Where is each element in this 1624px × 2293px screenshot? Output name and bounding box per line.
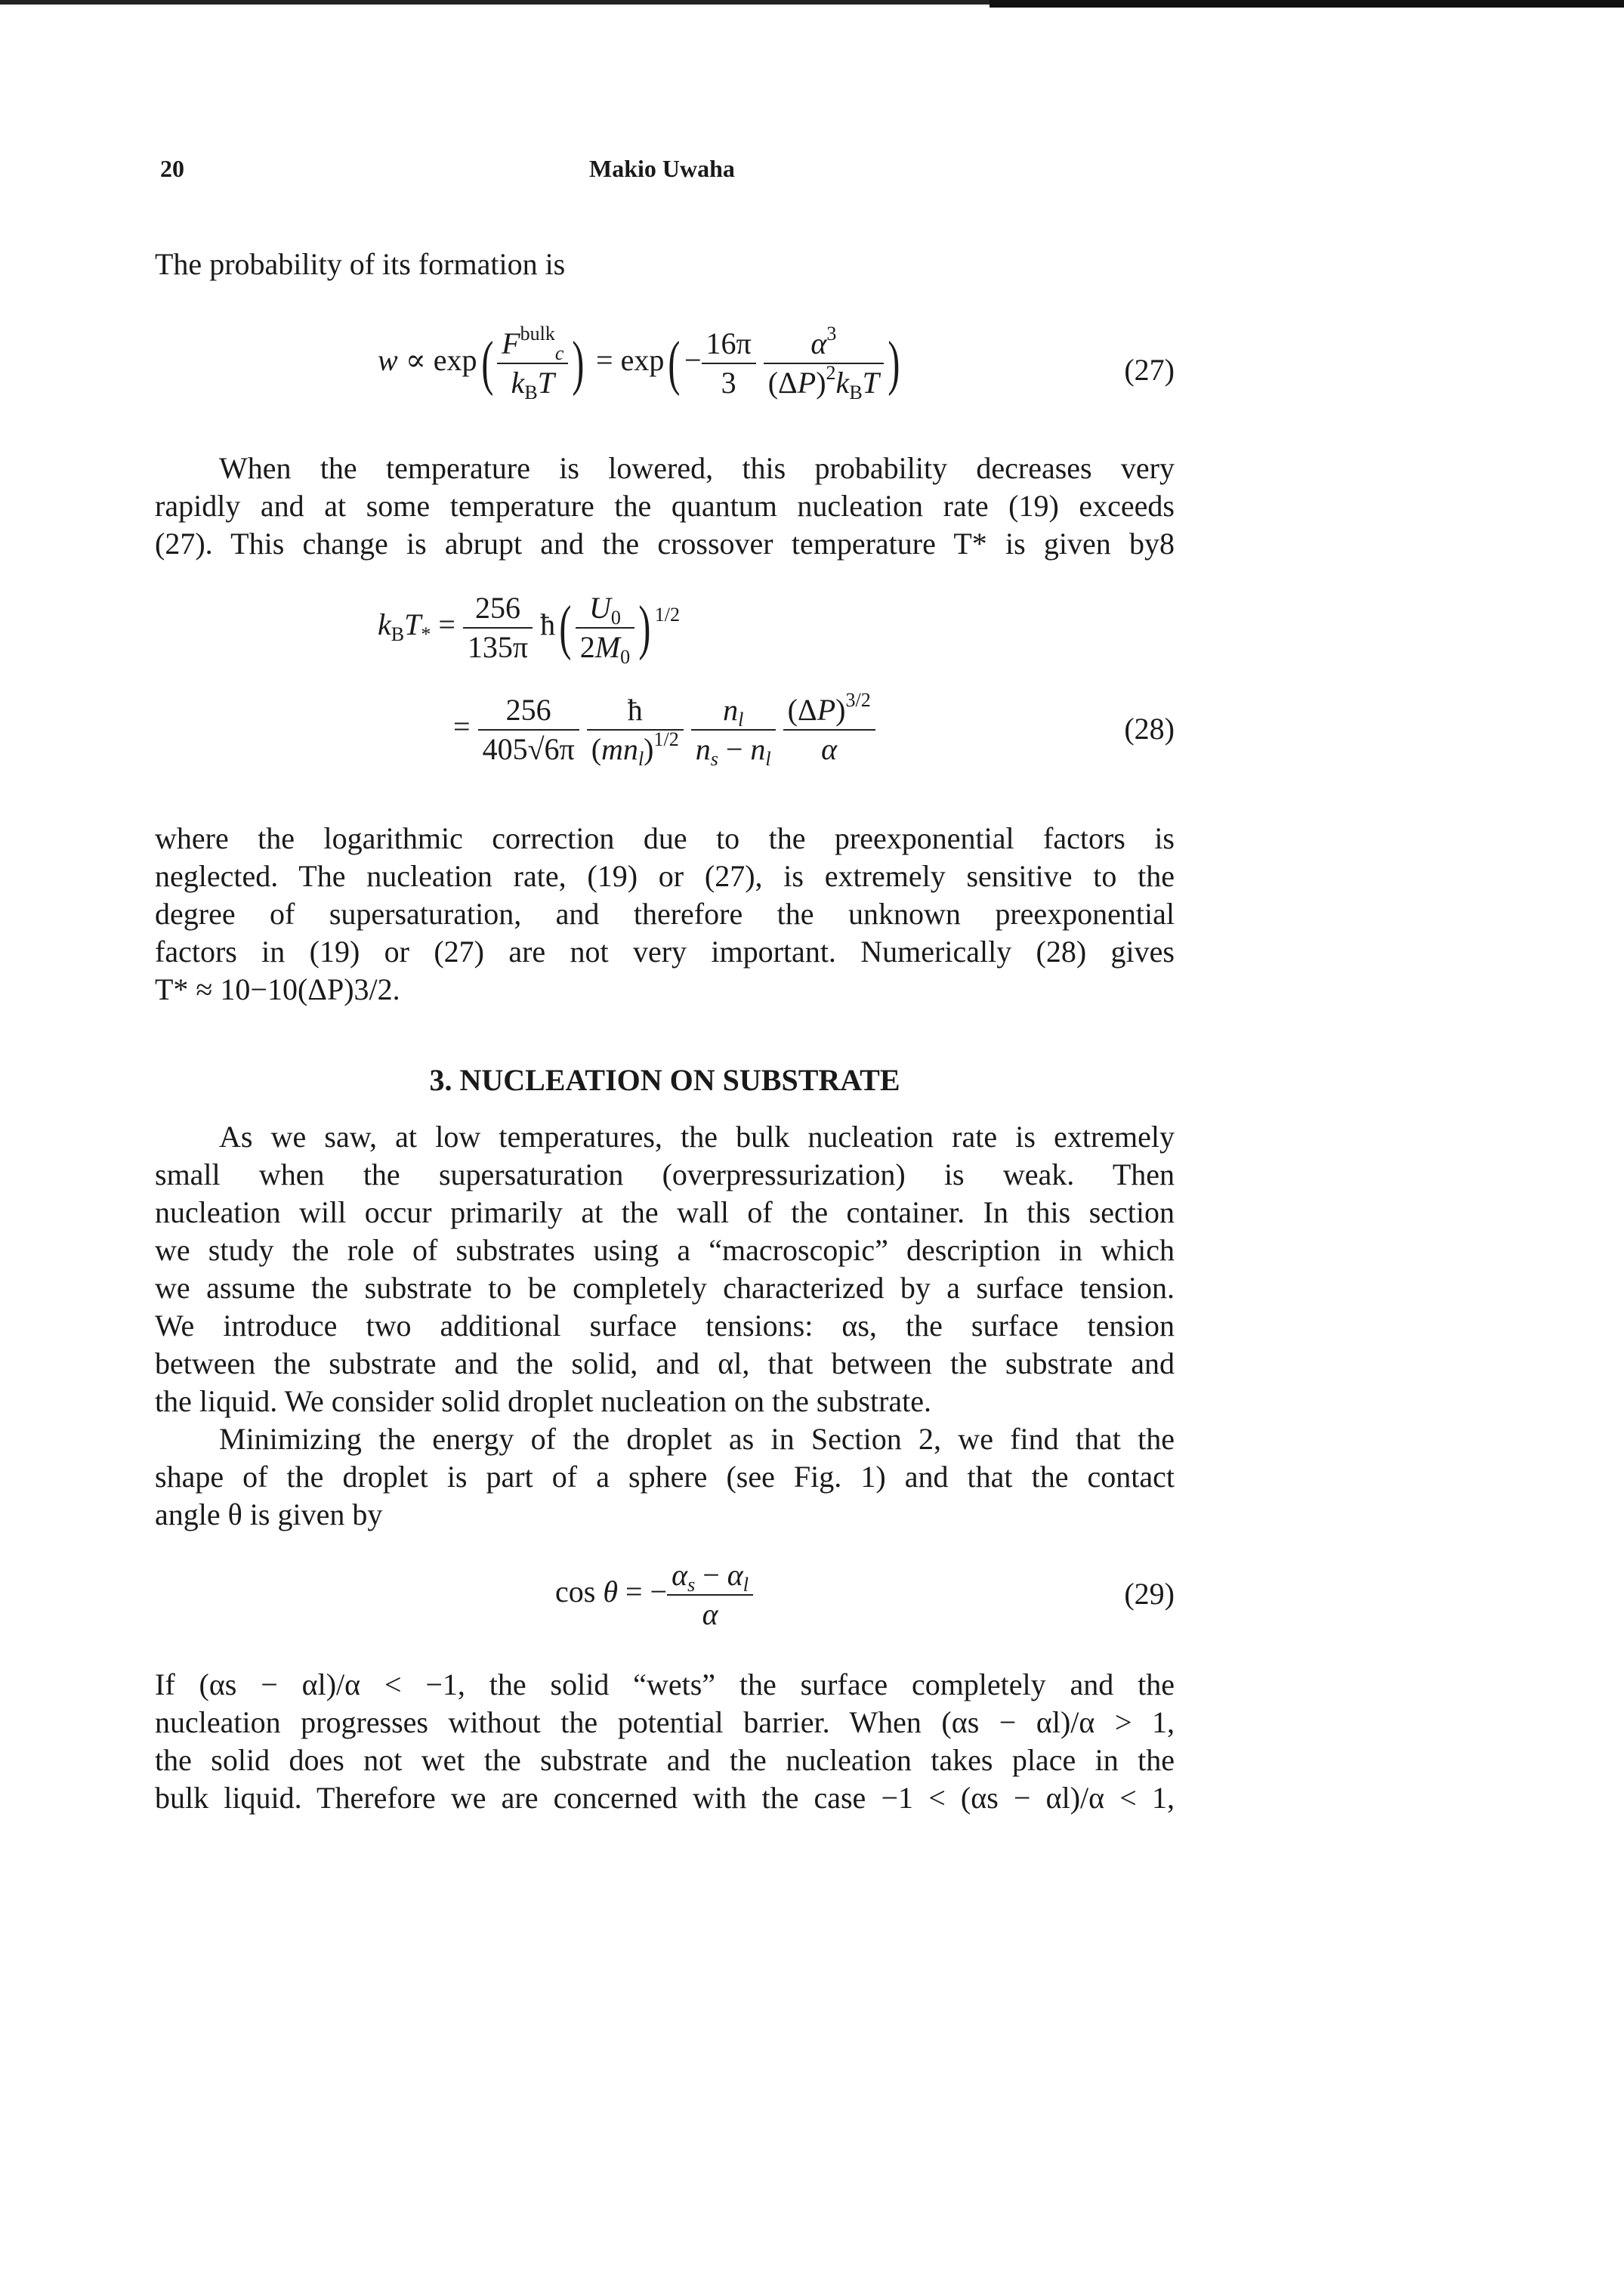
para5-line: Minimizing the energy of the droplet as in Section 2, we find that the: [219, 1422, 1175, 1456]
para4-line: nucleation will occur primarily at the wall of the container. In this section: [155, 1195, 1175, 1229]
para4-line: small when the supersaturation (overpressurization) is weak. Then: [155, 1157, 1175, 1191]
para4-line: As we saw, at low temperatures, the bulk nucleation rate is extremely: [219, 1120, 1175, 1154]
para4-line: the liquid. We consider solid droplet nucleation on the substrate.: [155, 1384, 932, 1418]
section-title: 3. NUCLEATION ON SUBSTRATE: [429, 1063, 900, 1097]
para2-line: When the temperature is lowered, this probability decreases very: [219, 451, 1175, 485]
para6-line: the solid does not wet the substrate and the nucleation takes place in the: [155, 1743, 1175, 1777]
para3-line: neglected. The nucleation rate, (19) or (27), is extremely sensitive to the: [155, 859, 1175, 893]
para5-line: shape of the droplet is part of a sphere (see Fig. 1) and that the contact: [155, 1460, 1175, 1494]
equation-27: w ∝ exp( $\frac{F^{bulk}_c}{k_BT}$ ) = exp( − $\frac{16\pi}{3}$ $\frac{\alpha^3}{(\Delta P)^2k_BT}$ ): [378, 323, 900, 403]
running-header-author: Makio Uwaha: [589, 155, 735, 182]
paragraph-1: [155, 246, 1175, 283]
para2-line: rapidly and at some temperature the quantum nucleation rate (19) exceeds: [155, 489, 1175, 523]
para5-line: angle θ is given by: [155, 1497, 383, 1531]
equation-28-line2: = $\frac{256}{405√6\pi}$ $\frac{ħ}{(mn_l)^{1/2}}$ $\frac{n_l}{n_s - n_l}$ $\frac{(\Delta P)^{3/2}}{\alpha}$: [453, 691, 875, 768]
para4-line: between the substrate and the solid, and αl, that between the substrate and: [155, 1346, 1175, 1380]
equation-29: cos θ = − $\frac{\alpha_s - \alpha_l}{\alpha}$: [555, 1556, 753, 1633]
para3-end: T* ≈ 10−10(ΔP)3/2.: [155, 972, 400, 1006]
para4-line: We introduce two additional surface tensions: αs, the surface tension: [155, 1309, 1175, 1343]
page-number: 20: [160, 155, 184, 182]
eq29-number: (29): [1124, 1577, 1175, 1611]
paragraph-5: [155, 1420, 1175, 1534]
para2-line: (27). This change is abrupt and the crossover temperature T* is given by8: [155, 527, 1175, 561]
para6-line: If (αs − αl)/α < −1, the solid “wets” the surface completely and the: [155, 1667, 1175, 1701]
paragraph-2: [155, 450, 1175, 563]
para3-line: factors in (19) or (27) are not very important. Numerically (28) gives: [155, 935, 1175, 969]
para6-line: bulk liquid. Therefore we are concerned with the case −1 < (αs − αl)/α < 1,: [155, 1781, 1175, 1815]
para3-line: where the logarithmic correction due to the preexponential factors is: [155, 821, 1175, 855]
equation-28-line1: $k_BT_*$ = $\frac{256}{135\pi}$ ħ( $\frac{U_0}{2M_0}$ ) $^{1/2}$: [378, 591, 680, 668]
eq27-number: (27): [1124, 353, 1175, 387]
para4-line: we assume the substrate to be completely characterized by a surface tension.: [155, 1271, 1175, 1305]
paragraph-4: [155, 1118, 1175, 1420]
para6-line: nucleation progresses without the potential barrier. When (αs − αl)/α > 1,: [155, 1705, 1175, 1739]
paragraph-6: [155, 1666, 1175, 1817]
paragraph-3: [155, 820, 1175, 1009]
para1-text: The probability of its formation is: [155, 247, 566, 281]
top-rule-bold: [990, 0, 1624, 8]
para3-line: degree of supersaturation, and therefore the unknown preexponential: [155, 897, 1175, 931]
para4-line: we study the role of substrates using a “macroscopic” description in which: [155, 1233, 1175, 1267]
eq28-number: (28): [1124, 712, 1175, 746]
